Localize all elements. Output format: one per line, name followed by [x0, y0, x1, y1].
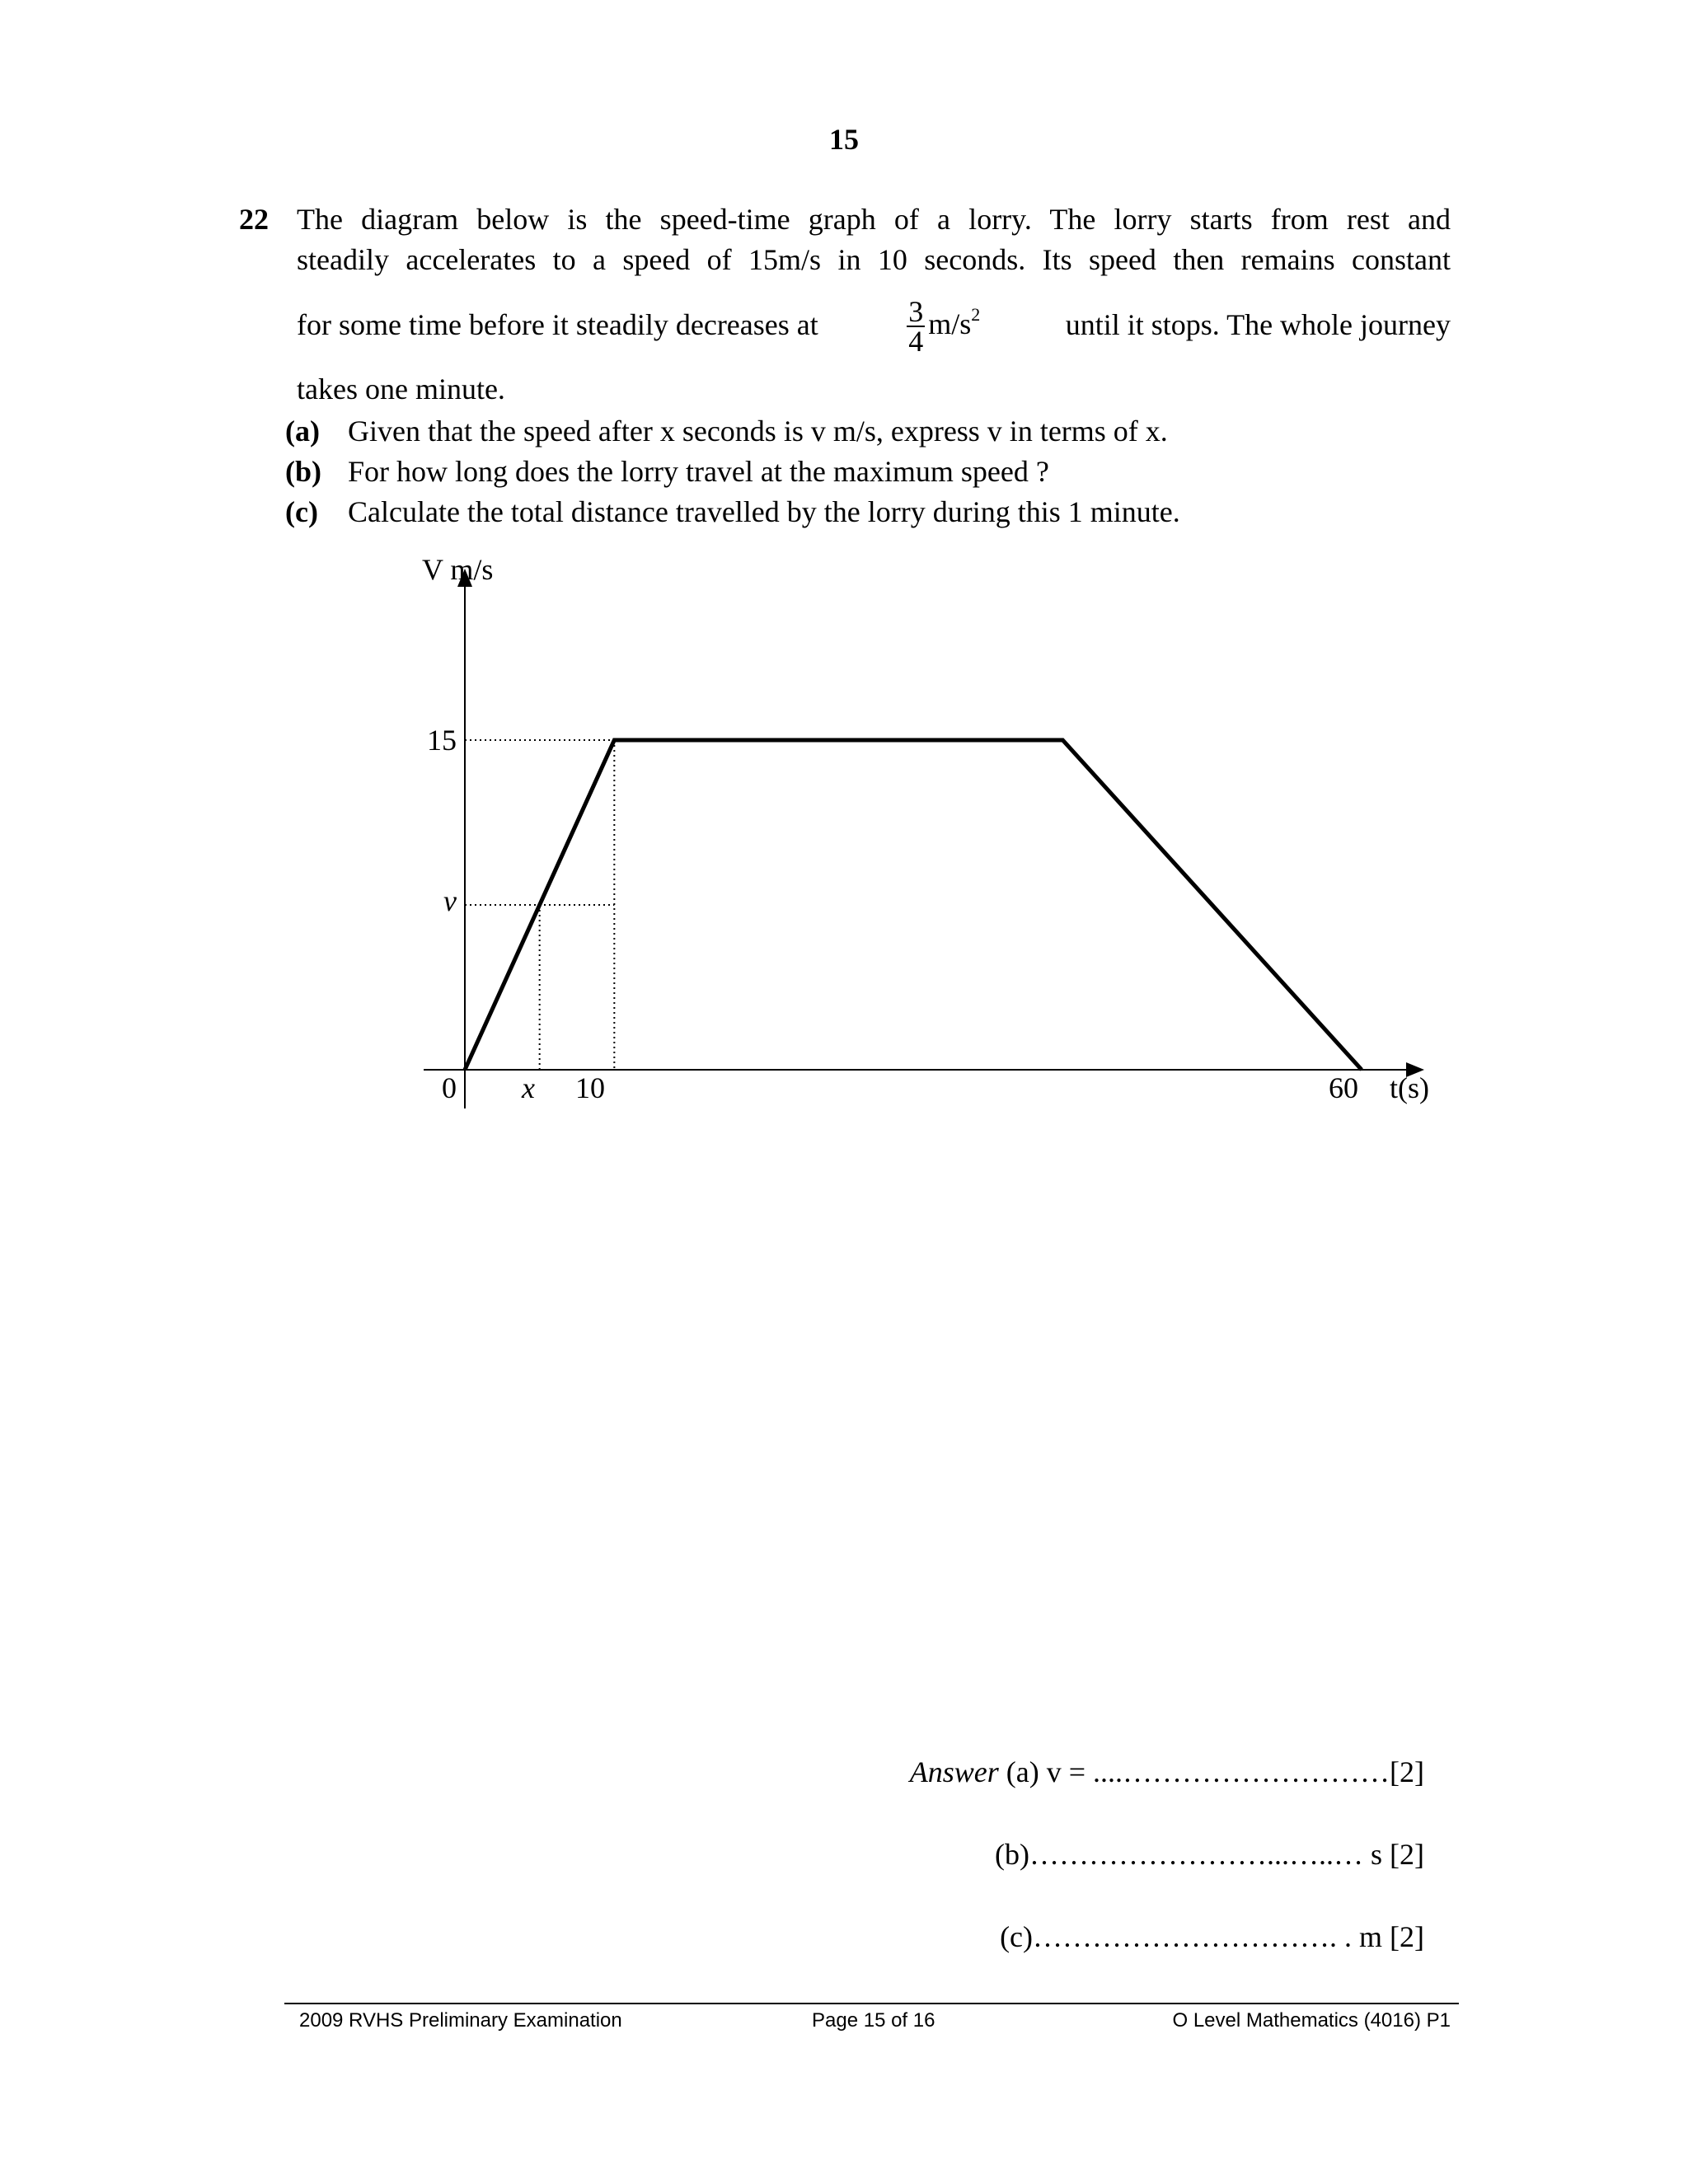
answer-a-line[interactable] [910, 1747, 1424, 1830]
page-footer [284, 2003, 1459, 2032]
y-axis-label: V m/s [422, 553, 494, 586]
part-label: (c) [285, 495, 318, 528]
page-number: 15 [829, 123, 859, 156]
question-line-3-before: for some time before it steadily decreases at [297, 307, 818, 341]
footer-page: Page 15 of 16 [812, 2009, 935, 2032]
answer-prefix: Answer [909, 1755, 999, 1788]
part-text: For how long does the lorry travel at the maximum speed ? [348, 455, 1049, 488]
part-text: Calculate the total distance travelled by the lorry during this 1 minute. [348, 495, 1180, 528]
answer-c: (c)…………………………. . m [2] [1000, 1920, 1424, 1953]
unit: m/s [928, 307, 972, 340]
answer-b-line[interactable] [910, 1830, 1424, 1912]
part-label: (a) [285, 415, 320, 448]
answer-c-line[interactable] [910, 1912, 1424, 1994]
question-line-3-after: until it stops. The whole journey [1065, 307, 1451, 341]
x-tick-label-10: 10 [575, 1071, 605, 1104]
question-line-4: takes one minute. [297, 373, 505, 405]
part-label: (b) [285, 455, 321, 488]
answer-block [910, 1747, 1424, 1994]
y-tick-label-15: 15 [427, 724, 457, 757]
x-tick-label-60: 60 [1329, 1071, 1358, 1104]
y-tick-label-v: v [443, 884, 457, 917]
x-axis-label: t(s) [1390, 1071, 1429, 1104]
unit-superscript: 2 [971, 303, 981, 325]
question-line-1: The diagram below is the speed-time graph of a lorry. The lorry starts from rest and [297, 203, 1451, 236]
fraction-numerator: 3 [908, 295, 924, 329]
x-tick-label-0: 0 [442, 1071, 457, 1104]
answer-a: (a) v = ....………………………[2] [1006, 1755, 1424, 1788]
footer-subject: O Level Mathematics (4016) P1 [1172, 2009, 1451, 2032]
footer-exam-name: 2009 RVHS Preliminary Examination [299, 2009, 622, 2032]
question-line-2: steadily accelerates to a speed of 15m/s in 10 seconds. Its speed then remains constant [297, 243, 1451, 276]
question-number: 22 [239, 203, 269, 236]
x-tick-label-x: x [522, 1071, 535, 1104]
fraction-denominator: 4 [908, 325, 924, 359]
answer-b: (b)……………………...…..… s [2] [995, 1838, 1424, 1871]
part-text: Given that the speed after x seconds is v m/s, express v in terms of x. [348, 415, 1168, 448]
